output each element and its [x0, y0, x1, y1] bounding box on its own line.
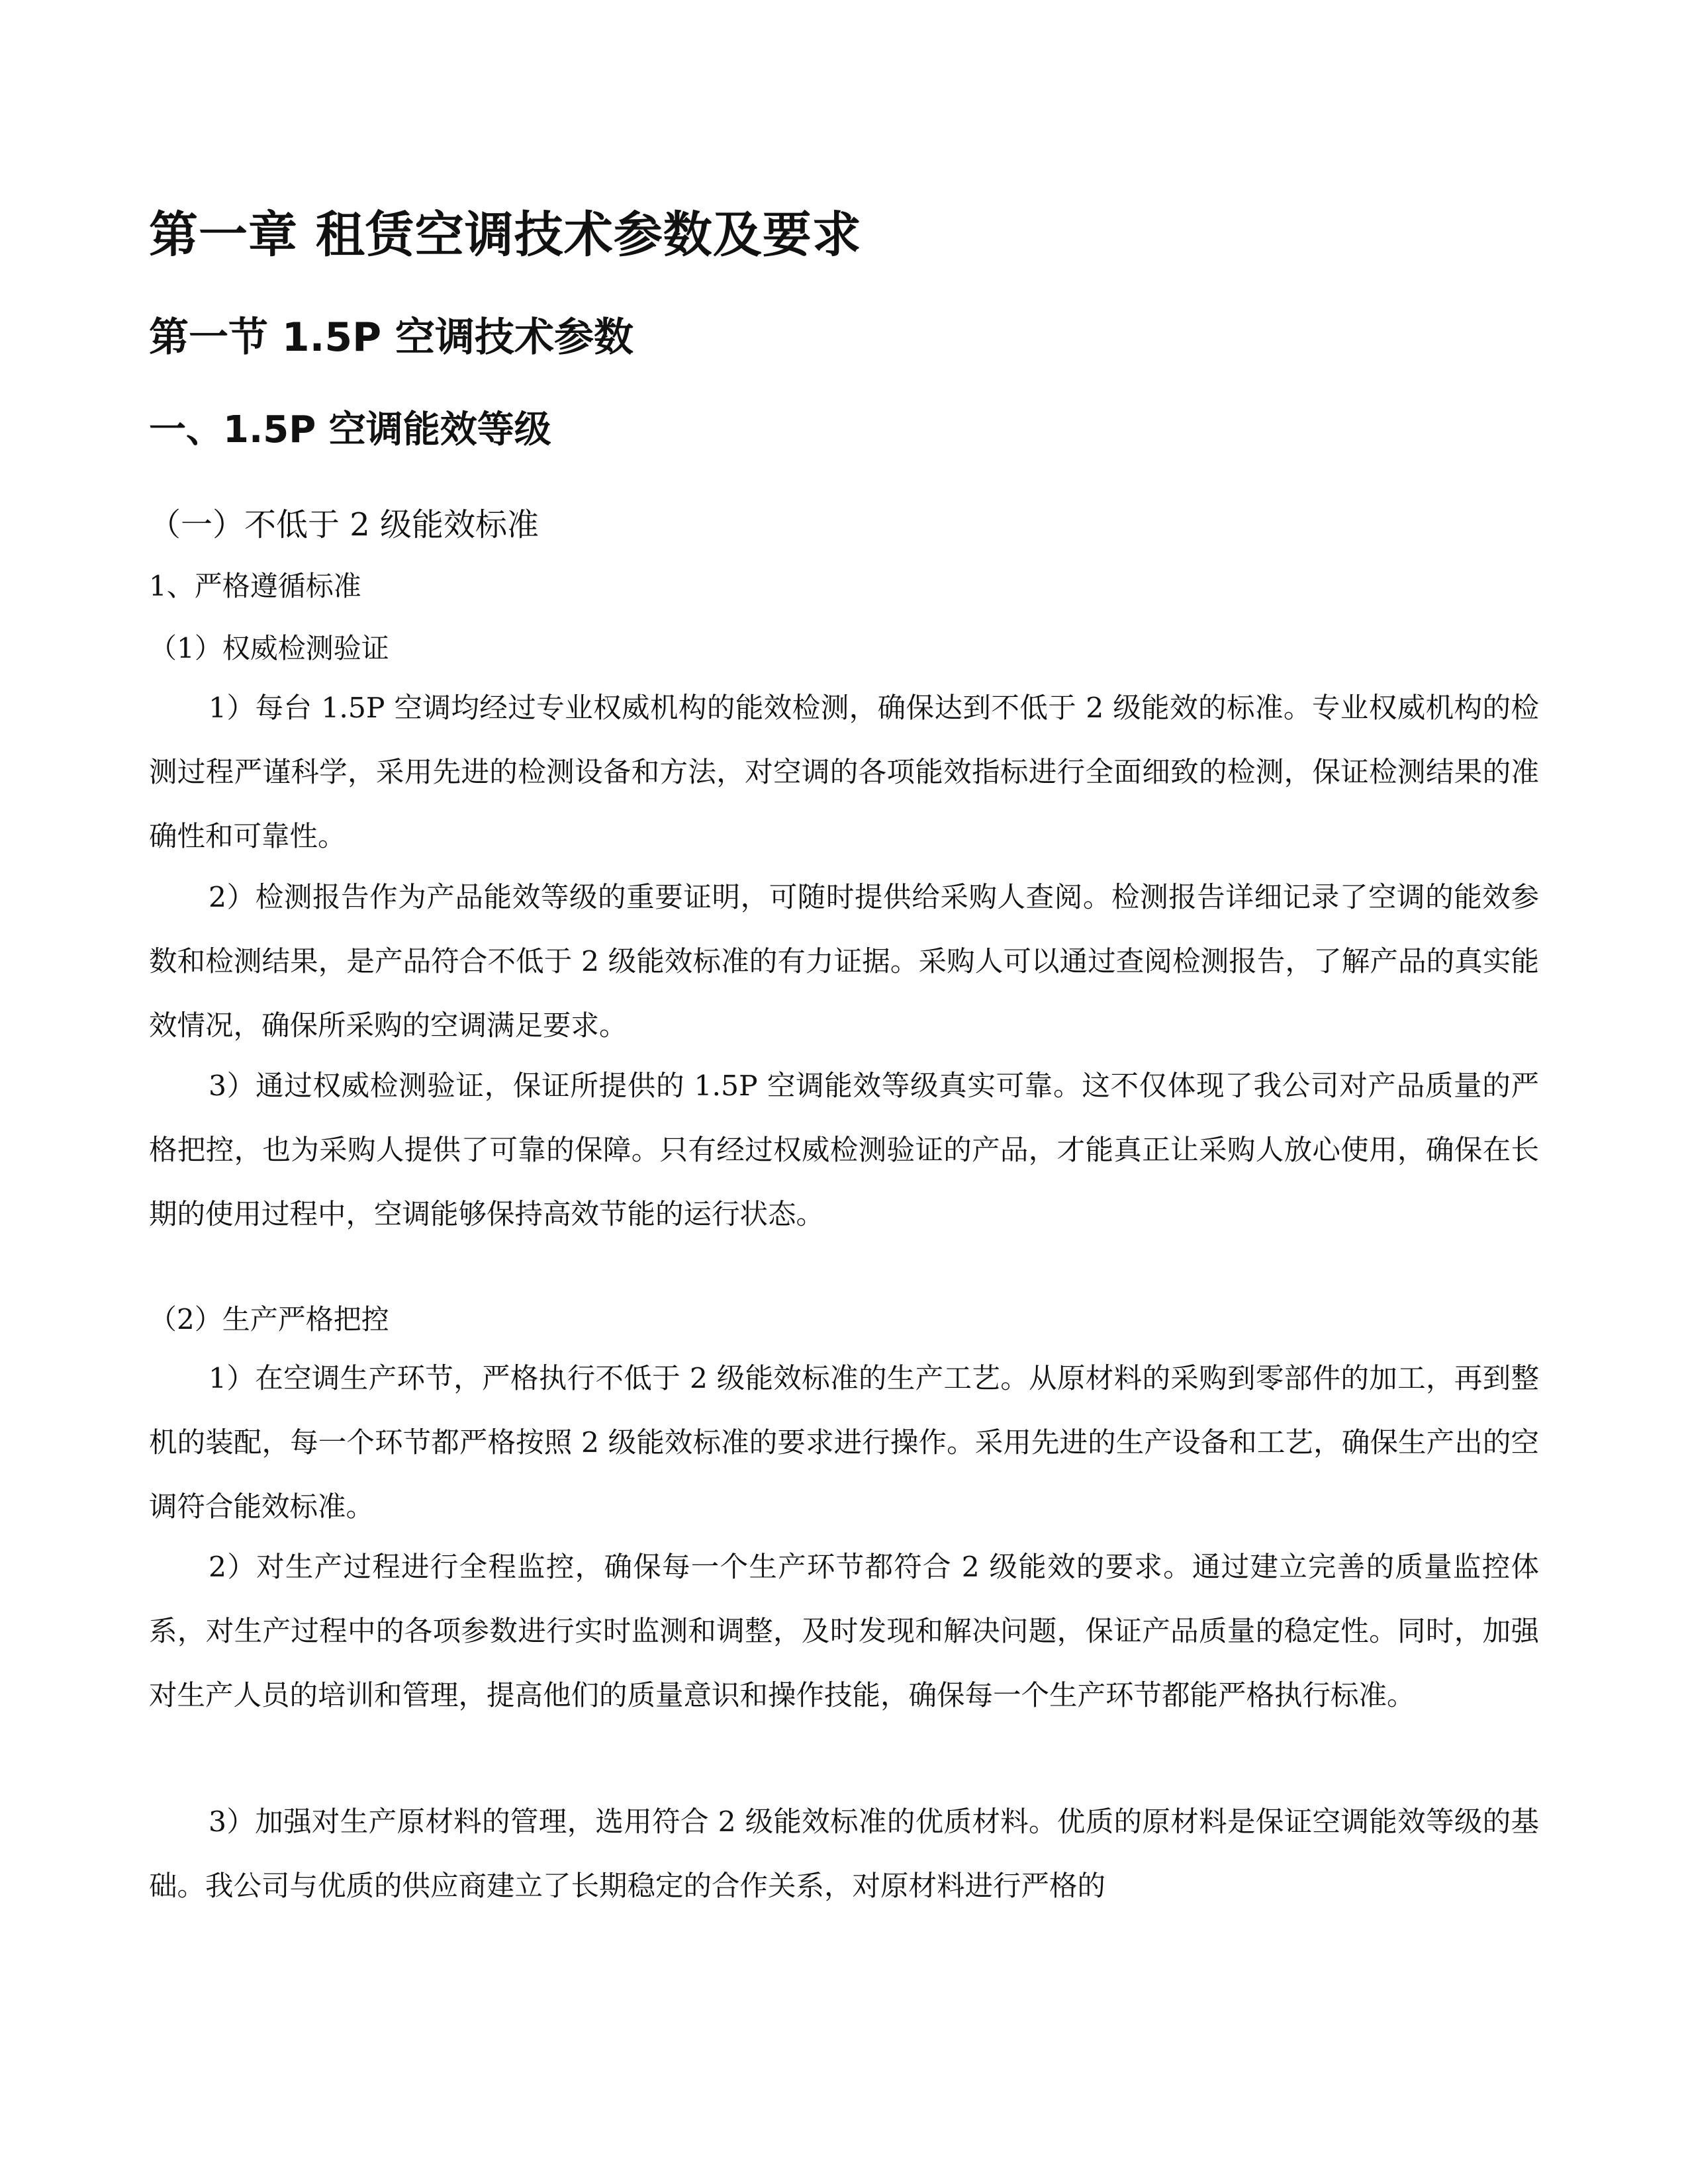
item-heading: 1、严格遵循标准 [149, 570, 361, 602]
paragraph-2: 2）检测报告作为产品能效等级的重要证明，可随时提供给采购人查阅。检测报告详细记录了空调的能效参数和检测结果，是产品符合不低于 2 级能效标准的有力证据。采购人可以通过查阅检测报告，了解产品的真实能效情况，确保所采购的空调满足要求。 [149, 882, 1539, 1042]
chapter-title: 第一章 租赁空调技术参数及要求 [149, 206, 862, 263]
paragraph-3: 3）通过权威检测验证，保证所提供的 1.5P 空调能效等级真实可靠。这不仅体现了我公司对产品质量的严格把控，也为采购人提供了可靠的保障。只有经过权威检测验证的产品，才能真正让采购人放心使用，确保在长期的使用过程中，空调能够保持高效节能的运行状态。 [149, 1070, 1539, 1231]
document-page [149, 0, 1539, 2184]
paragraph-5: 2）对生产过程进行全程监控，确保每一个生产环节都符合 2 级能效的要求。通过建立完善的质量监控体系，对生产过程中的各项参数进行实时监测和调整，及时发现和解决问题，保证产品质量的稳定性。同时，加强对生产人员的培训和管理，提高他们的质量意识和操作技能，确保每一个生产环节都能严格执行标准。 [149, 1551, 1539, 1712]
paragraph-6: 3）加强对生产原材料的管理，选用符合 2 级能效标准的优质材料。优质的原材料是保证空调能效等级的基础。我公司与优质的供应商建立了长期稳定的合作关系，对原材料进行严格的 [149, 1806, 1539, 1903]
subheading: （一）不低于 2 级能效标准 [149, 506, 539, 543]
paragraph-1: 1）每台 1.5P 空调均经过专业权威机构的能效检测，确保达到不低于 2 级能效的标准。专业权威机构的检测过程严谨科学，采用先进的检测设备和方法，对空调的各项能效指标进行全面细致的检测，保证检测结果的准确性和可靠性。 [149, 692, 1539, 853]
paragraph-4: 1）在空调生产环节，严格执行不低于 2 级能效标准的生产工艺。从原材料的采购到零部件的加工，再到整机的装配，每一个环节都严格按照 2 级能效标准的要求进行操作。采用先进的生产设备和工艺，确保生产出的空调符合能效标准。 [149, 1363, 1539, 1524]
item-subheading-1: （1）权威检测验证 [149, 632, 389, 664]
section-title: 第一节 1.5P 空调技术参数 [149, 314, 634, 361]
item-subheading-2: （2）生产严格把控 [149, 1303, 389, 1336]
subsection-title: 一、1.5P 空调能效等级 [149, 408, 551, 451]
